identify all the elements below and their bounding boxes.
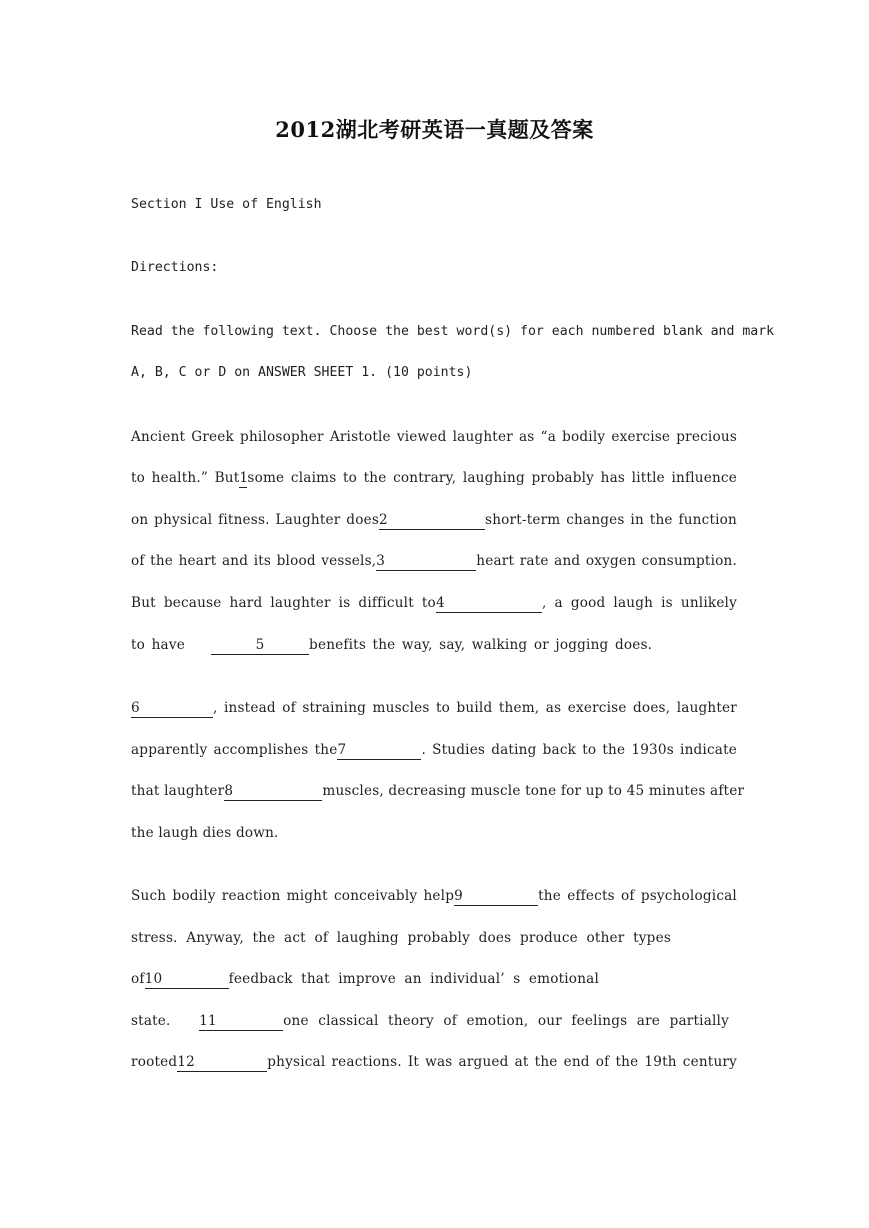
directions-line-1: Read the following text. Choose the best word(s) for each numbered blank and mark <box>131 324 775 339</box>
p3-text: Such bodily reaction might conceivably help <box>131 888 455 904</box>
p3-text: physical reactions. It was argued at the end of the 19th century <box>267 1054 737 1070</box>
directions-line-2: A, B, C or D on ANSWER SHEET 1. (10 points) <box>131 365 473 380</box>
p1-text: on physical fitness. Laughter does <box>131 512 380 528</box>
blank-11: 11 <box>199 1013 283 1031</box>
p1-line-6 <box>131 635 737 655</box>
p3-line-3 <box>131 969 599 989</box>
p1-text: to health.” But <box>131 470 240 486</box>
blank-5: 5 <box>211 637 309 655</box>
p1-line-1: Ancient Greek philosopher Aristotle viewed laughter as “a bodily exercise precious <box>131 429 737 445</box>
p1-line-5 <box>131 593 737 613</box>
p1-line-3 <box>131 510 737 530</box>
blank-8: 8 <box>224 783 322 801</box>
blank-1: 1 <box>239 470 249 486</box>
p3-line-1 <box>131 886 737 906</box>
section-heading: Section I Use of English <box>131 197 322 212</box>
blank-12: 12 <box>177 1054 267 1072</box>
p2-line-4: the laugh dies down. <box>131 825 279 841</box>
p3-line-5 <box>131 1052 737 1072</box>
p2-text: , instead of straining muscles to build them, as exercise does, laughter <box>213 700 737 716</box>
p1-text: short-term changes in the function <box>485 512 737 528</box>
p2-text: that laughter <box>131 783 225 799</box>
p1-line-2 <box>131 468 737 488</box>
blank-6: 6 <box>131 700 213 718</box>
directions-label: Directions: <box>131 260 219 275</box>
p2-text: muscles, decreasing muscle tone for up to 45 minutes after <box>322 783 745 799</box>
p3-text: rooted <box>131 1054 178 1070</box>
p3-text: state. <box>131 1013 171 1029</box>
p2-line-1 <box>131 698 737 718</box>
p3-text: of <box>131 971 145 987</box>
p1-line-4 <box>131 551 737 571</box>
p3-text: the effects of psychological <box>538 888 737 904</box>
p1-text: But because hard laughter is difficult to <box>131 595 436 611</box>
blank-10: 10 <box>145 971 229 989</box>
p3-line-4 <box>131 1011 729 1031</box>
p3-text: feedback that improve an individual’ s emotional <box>228 971 599 987</box>
document-title: 2012湖北考研英语一真题及答案 <box>275 117 594 142</box>
p2-text: . Studies dating back to the 1930s indicate <box>421 742 738 758</box>
blank-4: 4 <box>436 595 542 613</box>
p1-text: to have <box>131 637 185 653</box>
p1-text: , a good laugh is unlikely <box>541 595 737 611</box>
p2-line-3 <box>131 781 745 801</box>
p3-line-2: stress. Anyway, the act of laughing probably does produce other types <box>131 930 671 946</box>
p1-text: benefits the way, say, walking or jogging does. <box>309 637 653 653</box>
p1-text: heart rate and oxygen consumption. <box>476 553 737 569</box>
p3-text: one classical theory of emotion, our feelings are partially <box>283 1013 729 1029</box>
blank-2: 2 <box>379 512 485 530</box>
blank-7: 7 <box>337 742 421 760</box>
blank-9: 9 <box>454 888 538 906</box>
p1-text: some claims to the contrary, laughing probably has little influence <box>247 470 737 486</box>
p2-line-2 <box>131 740 737 760</box>
blank-3: 3 <box>376 553 476 571</box>
p1-text: of the heart and its blood vessels, <box>131 553 377 569</box>
p2-text: apparently accomplishes the <box>131 742 338 758</box>
